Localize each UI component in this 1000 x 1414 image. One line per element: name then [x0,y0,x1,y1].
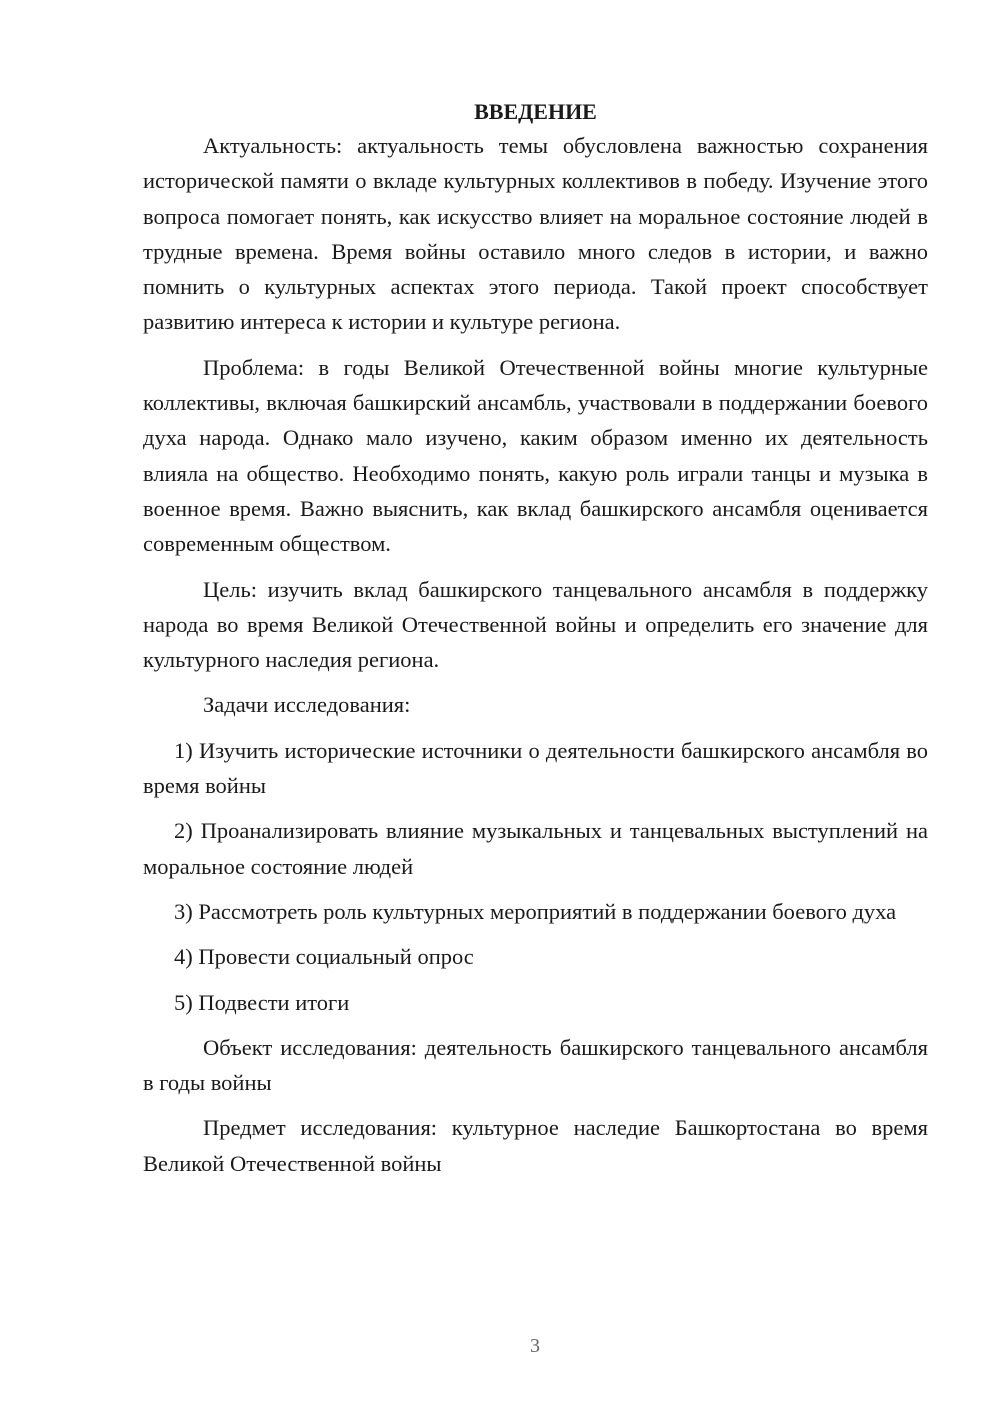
list-item: 2) Проанализировать влияние музыкальных и танцевальных выступлений на моральное состояние людей [143,818,928,879]
tasks-list [143,733,928,1020]
list-item: 3) Рассмотреть роль культурных мероприятий в поддержании боевого духа [174,898,897,924]
goal-paragraph: Цель: изучить вклад башкирского танцевального ансамбля в поддержку народа во время Великой Отечественной войны и определить его значение для культурного наследия региона. [143,576,928,673]
page-number: 3 [530,1335,540,1357]
list-item: 5) Подвести итоги [174,989,350,1015]
page-title: ВВЕДЕНИЕ [474,99,597,124]
relevance-paragraph: Актуальность: актуальность темы обусловлена важностью сохранения исторической памяти о вкладе культурных коллективов в победу. Изучение этого вопроса помогает понять, как искусство влияет на моральное состояние людей в трудные времена. Время войны оставило много следов в истории, и важно помнить о культурных аспектах этого периода. Такой проект способствует развитию интереса к истории и культуре региона. [143,133,928,335]
list-item: 4) Провести социальный опрос [174,944,474,970]
tasks-heading: Задачи исследования: [203,692,411,718]
subject-paragraph: Предмет исследования: культурное наследие Башкортостана во время Великой Отечественной войны [143,1115,928,1176]
list-item: 1) Изучить исторические источники о деятельности башкирского ансамбля во время войны [143,737,928,799]
problem-paragraph: Проблема: в годы Великой Отечественной войны многие культурные коллективы, включая башкирский ансамбль, участвовали в поддержании боевого духа народа. Однако мало изучено, каким образом именно их деятельность влияла на общество. Необходимо понять, какую роль играли танцы и музыка в военное время. Важно выяснить, как вклад башкирского ансамбля оценивается современным обществом. [143,354,928,557]
object-paragraph: Объект исследования: деятельность башкирского танцевального ансамбля в годы войны [143,1034,928,1096]
page-content [143,96,928,1181]
